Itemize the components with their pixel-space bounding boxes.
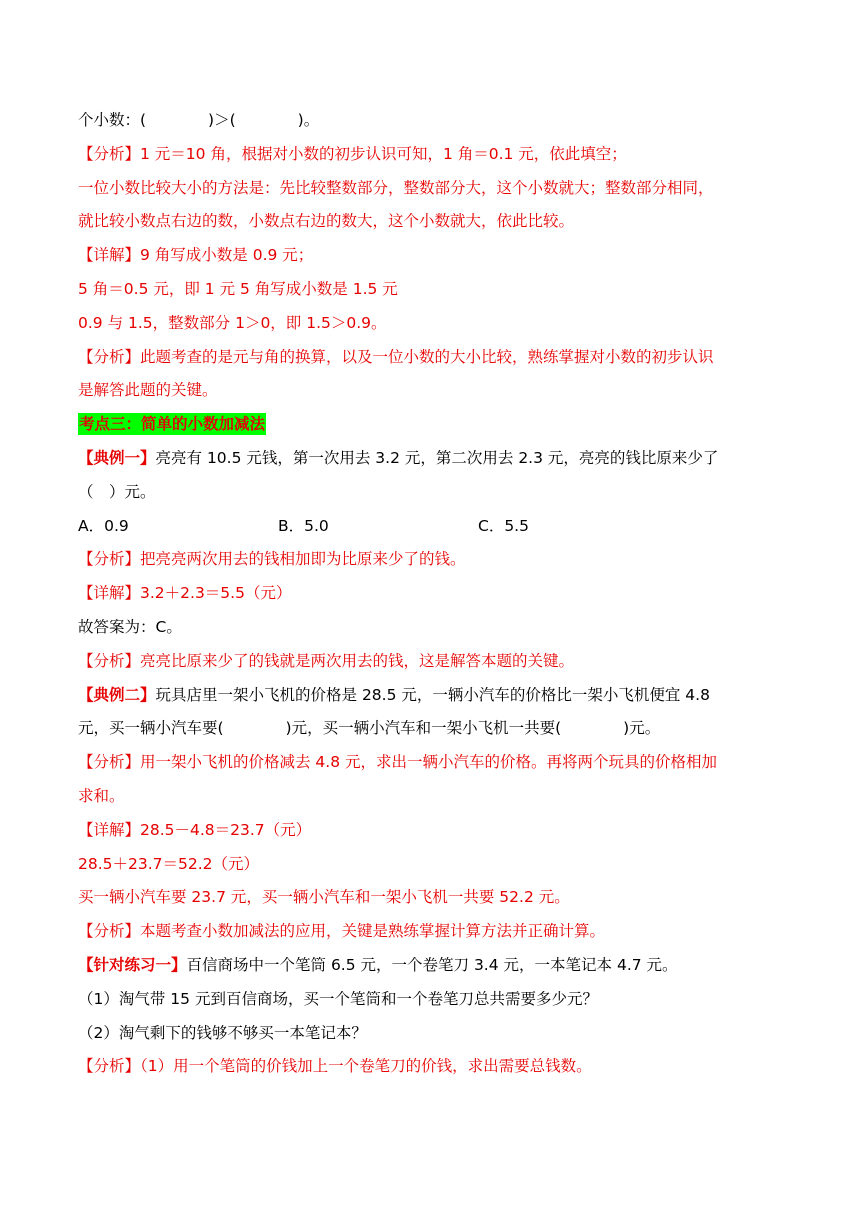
analysis-line: 【分析】亮亮比原来少了的钱就是两次用去的钱，这是解答本题的关键。 bbox=[78, 651, 575, 670]
solution-line: 【详解】9 角写成小数是 0.9 元； bbox=[78, 246, 314, 265]
question-text: 亮亮有 10.5 元钱，第一次用去 3.2 元，第二次用去 2.3 元，亮亮的钱比原来少了 bbox=[155, 448, 719, 467]
question-line bbox=[78, 442, 790, 476]
example-label: 【典例二】 bbox=[78, 685, 156, 704]
analysis-line: 【分析】把亮亮两次用去的钱相加即为比原来少了的钱。 bbox=[78, 550, 466, 569]
analysis-line: 【分析】本题考查小数加减法的应用，关键是熟练掌握计算方法并正确计算。 bbox=[78, 922, 606, 941]
practice-label: 【针对练习一】 bbox=[78, 955, 187, 974]
analysis-line: 【分析】用一架小飞机的价格减去 4.8 元，求出一辆小汽车的价格。再将两个玩具的价格相加 bbox=[78, 753, 718, 772]
solution-line: 买一辆小汽车要 23.7 元，买一辆小汽车和一架小飞机一共要 52.2 元。 bbox=[78, 888, 570, 907]
question-text: 玩具店里一架小飞机的价格是 28.5 元，一辆小汽车的价格比一架小飞机便宜 4.8 bbox=[155, 685, 710, 704]
question-line: （2）淘气剩下的钱够不够买一本笔记本？ bbox=[78, 1023, 367, 1042]
analysis-line: 求和。 bbox=[78, 786, 125, 805]
solution-line: 0.9 与 1.5，整数部分 1＞0，即 1.5＞0.9。 bbox=[78, 313, 387, 332]
text-line: 个小数：( )＞( )。 bbox=[78, 111, 320, 129]
analysis-line: 是解答此题的关键。 bbox=[78, 381, 218, 400]
document-content bbox=[78, 104, 790, 1084]
question-line bbox=[78, 949, 790, 983]
section-heading: 考点三：简单的小数加减法 bbox=[79, 415, 266, 434]
question-line: 元，买一辆小汽车要( )元，买一辆小汽车和一架小飞机一共要( )元。 bbox=[78, 719, 661, 738]
question-line: （ ）元。 bbox=[78, 482, 156, 501]
choice-b: B．5.0 bbox=[278, 516, 329, 535]
question-line bbox=[78, 679, 790, 713]
analysis-line: 就比较小数点右边的数，小数点右边的数大，这个小数就大，依此比较。 bbox=[78, 212, 575, 231]
answer-line: 故答案为：C。 bbox=[78, 617, 182, 636]
analysis-line: 【分析】（1）用一个笔筒的价钱加上一个卷笔刀的价钱，求出需要总钱数。 bbox=[78, 1057, 592, 1076]
choice-a: A．0.9 bbox=[78, 516, 129, 535]
solution-line: 28.5＋23.7＝52.2（元） bbox=[78, 854, 260, 873]
section-heading-line bbox=[78, 408, 790, 442]
analysis-line: 一位小数比较大小的方法是：先比较整数部分，整数部分大，这个小数就大；整数部分相同， bbox=[78, 178, 714, 197]
solution-line: 【详解】3.2＋2.3＝5.5（元） bbox=[78, 584, 292, 603]
answer-choices bbox=[78, 510, 790, 544]
question-line: （1）淘气带 15 元到百信商场，买一个笔筒和一个卷笔刀总共需要多少元？ bbox=[78, 989, 598, 1008]
solution-line: 【详解】28.5－4.8＝23.7（元） bbox=[78, 820, 312, 839]
choice-c: C．5.5 bbox=[478, 516, 529, 535]
solution-line: 5 角＝0.5 元，即 1 元 5 角写成小数是 1.5 元 bbox=[78, 279, 398, 298]
analysis-line: 【分析】此题考查的是元与角的换算，以及一位小数的大小比较，熟练掌握对小数的初步认识 bbox=[78, 347, 714, 366]
question-text: 百信商场中一个笔筒 6.5 元，一个卷笔刀 3.4 元，一本笔记本 4.7 元。 bbox=[186, 955, 678, 974]
example-label: 【典例一】 bbox=[78, 448, 156, 467]
analysis-line: 【分析】1 元＝10 角，根据对小数的初步认识可知，1 角＝0.1 元，依此填空； bbox=[78, 144, 627, 163]
